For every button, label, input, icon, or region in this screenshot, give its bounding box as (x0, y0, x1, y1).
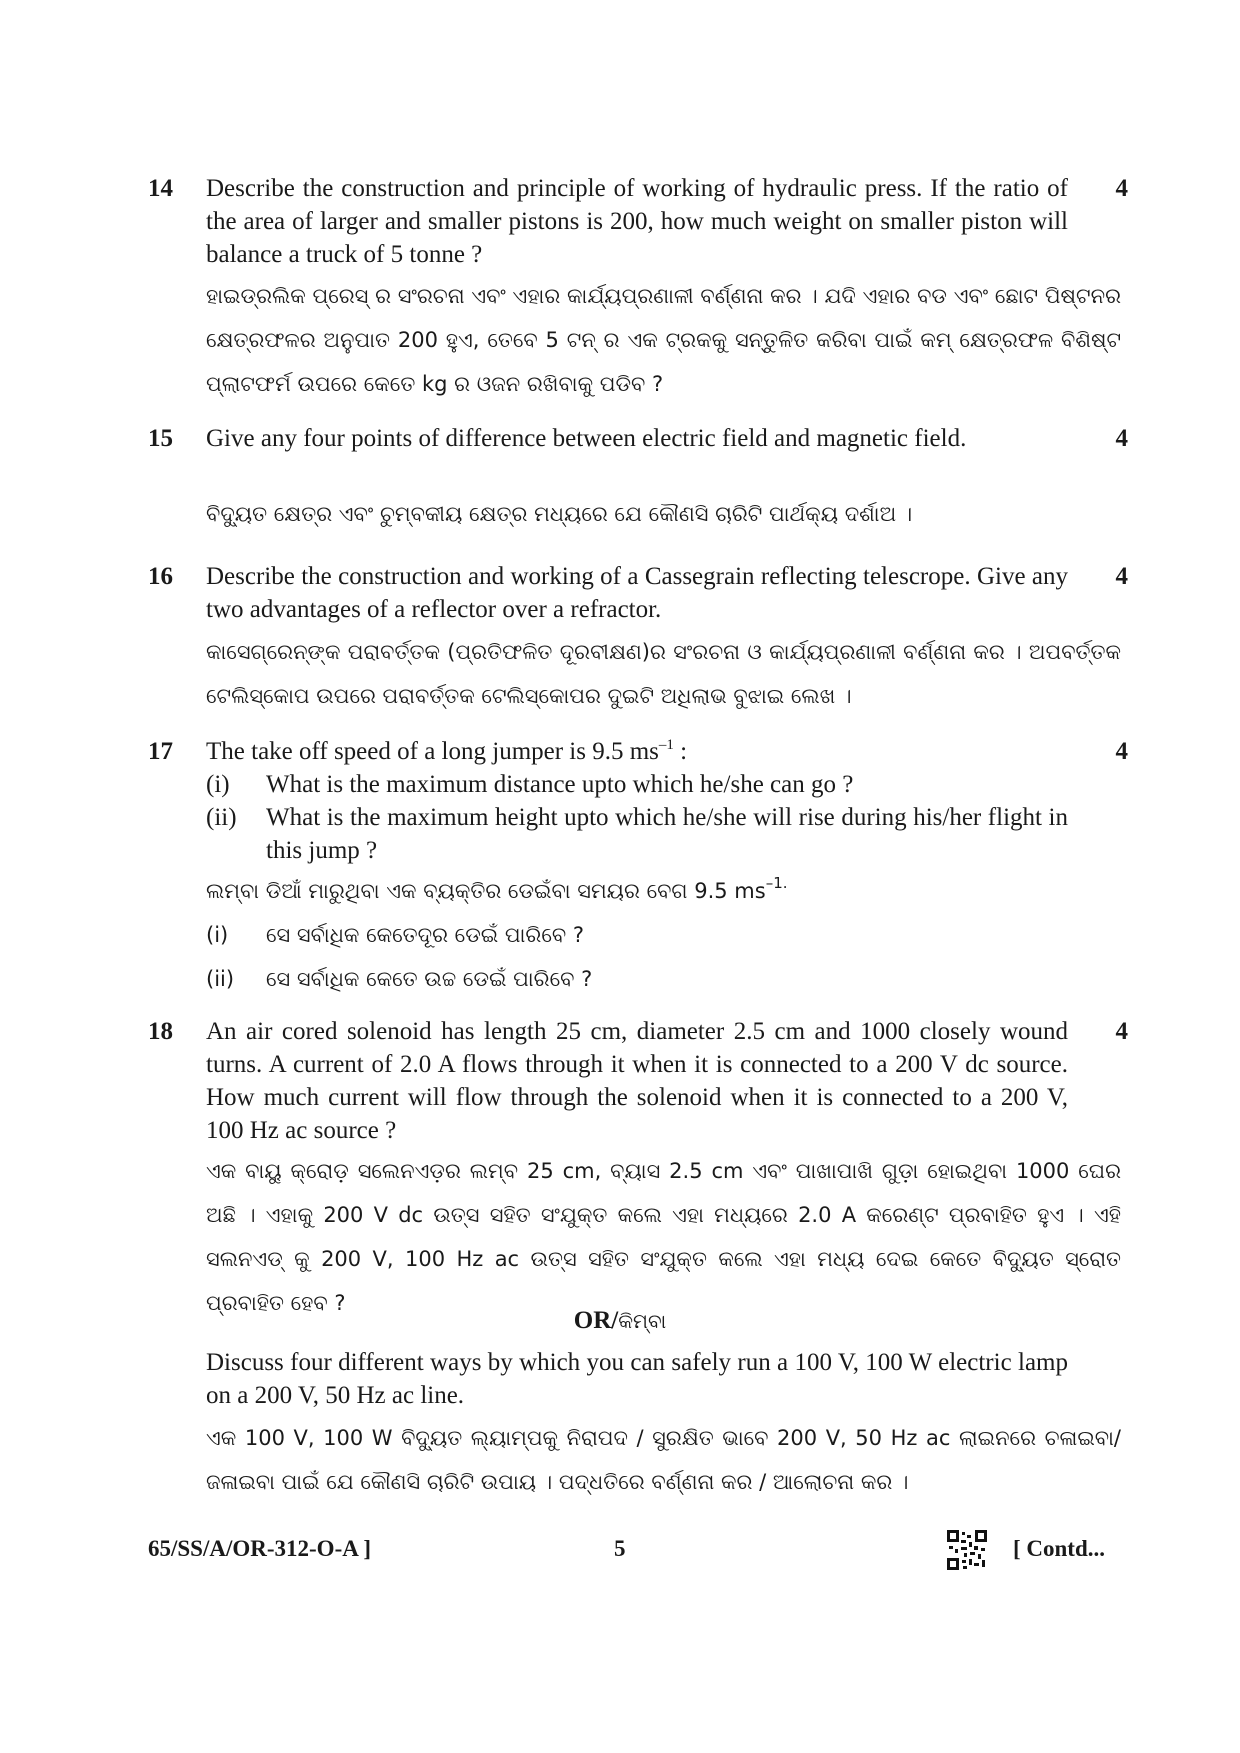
intro-text: The take off speed of a long jumper is 9.5 ms (206, 738, 659, 765)
or-divider (0, 1307, 1240, 1335)
page-number: 5 (614, 1536, 626, 1561)
english-paragraph: Discuss four different ways by which you can safely run a 100 V, 100 W electric lamp on a 200 V, 50 Hz ac line. (206, 1349, 1068, 1409)
english-paragraph: Describe the construction and principle of working of hydraulic press. If the ratio of the area of larger and smaller pistons is 200, how much weight on smaller piston will balance a truck of 5 tonne ? (206, 175, 1068, 268)
odia-paragraph: ଏକ 100 V, 100 W ବିଦ୍ୟୁତ ଲ୍ୟାମ୍ପକୁ ନିରାପଦ / ସୁରକ୍ଷିତ ଭାବେ 200 V, 50 Hz ac ଲାଇନରେ ଚଳାଇବା/ଜଳାଇବା ପାଇଁ ଯେ କୌଣସି ଚାରିଟି ଉପାୟ । ପଦ୍ଧତିରେ ବର୍ଣ୍ଣନା କର / ଆଲୋଚନା କର । (206, 1426, 1121, 1494)
question-text-odia (206, 274, 1121, 406)
question-text-odia (206, 492, 1121, 536)
continued-label: [ Contd... (1013, 1536, 1106, 1561)
question-marks: 4 (1115, 175, 1128, 202)
question-text-english (206, 422, 1068, 455)
intro-end: : (673, 738, 688, 765)
unit-exponent: –1. (765, 874, 788, 892)
sub-question-i (206, 768, 1068, 801)
sub-label: (ii) (206, 804, 237, 831)
intro-text: ଲମ୍ବା ଡିଆଁ ମାରୁଥିବା ଏକ ବ୍ୟକ୍ତିର ଡେଇଁବା ସମୟର ବେଗ 9.5 ms (206, 879, 766, 903)
question-number: 16 (148, 563, 173, 590)
question-text-english (206, 172, 1068, 271)
or-label: OR/ (573, 1307, 619, 1334)
question-number: 14 (148, 175, 173, 202)
question-text-odia (206, 630, 1121, 718)
question-text-english (206, 560, 1068, 626)
english-paragraph: An air cored solenoid has length 25 cm, diameter 2.5 cm and 1000 closely wound turns. A current of 2.0 A flows through it when it is connected to a 200 V dc source. How much current will flow through the solenoid when it is connected to a 200 V, 100 Hz ac source ? (206, 1018, 1068, 1144)
question-marks: 4 (1115, 563, 1128, 590)
odia-intro (206, 869, 1121, 913)
odia-paragraph: ଏକ ବାୟୁ କ୍ରୋଡ଼ ସଲେନଏଡ଼ର ଲମ୍ବ 25 cm, ବ୍ୟାସ 2.5 cm ଏବଂ ପାଖାପାଖି ଗୁଡ଼ା ହୋଇଥିବା 1000 ଘେର ଅଛି । ଏହାକୁ 200 V dc ଉତ୍ସ ସହିତ ସଂଯୁକ୍ତ କଲେ ଏହା ମଧ୍ୟରେ 2.0 A କରେଣ୍ଟ ପ୍ରବାହିତ ହୁଏ । ଏହି ସଲନଏଡ୍ କୁ 200 V, 100 Hz ac ଉତ୍ସ ସହିତ ସଂଯୁକ୍ତ କଲେ ଏହା ମଧ୍ୟ ଦେଇ କେତେ ବିଦ୍ୟୁତ ସ୍ରୋତ ପ୍ରବାହିତ ହେବ ? (206, 1159, 1121, 1315)
alternate-text-odia (206, 1416, 1121, 1504)
sub-label: (i) (206, 771, 230, 798)
question-number: 17 (148, 738, 173, 765)
question-number: 15 (148, 425, 173, 452)
unit-exponent: –1 (658, 737, 674, 753)
or-label-odia: କିମ୍ବା (618, 1309, 667, 1333)
odia-paragraph: ହାଇଡ୍ରଲିକ ପ୍ରେସ୍ ର ସଂରଚନା ଏବଂ ଏହାର କାର୍ଯ୍ୟପ୍ରଣାଳୀ ବର୍ଣ୍ଣନା କର । ଯଦି ଏହାର ବଡ ଏବଂ ଛୋଟ ପିଷ୍ଟନର କ୍ଷେତ୍ରଫଳର ଅନୁପାତ 200 ହୁଏ, ତେବେ 5 ଟନ୍ ର ଏକ ଟ୍ରକକୁ ସନ୍ତୁଳିତ କରିବା ପାଇଁ କମ୍ କ୍ଷେତ୍ରଫଳ ବିଶିଷ୍ଟ ପ୍ଲାଟଫର୍ମ ଉପରେ କେତେ kg ର ଓଜନ ରଖିବାକୁ ପଡିବ ? (206, 284, 1121, 396)
sub-text: ସେ ସର୍ବାଧିକ କେତେ ଉଚ୍ଚ ଡେଇଁ ପାରିବେ ? (266, 967, 593, 991)
english-paragraph: Give any four points of difference between electric field and magnetic field. (206, 425, 967, 452)
sub-label: (i) (206, 923, 229, 947)
question-text-english (206, 735, 1068, 867)
english-paragraph: Describe the construction and working of a Cassegrain reflecting telescrope. Give any two advantages of a reflector over a refractor. (206, 563, 1068, 623)
sub-text: What is the maximum height upto which he/she will rise during his/her flight in this jump ? (266, 804, 1068, 864)
odia-paragraph: କାସେଗ୍ରେନ୍‌ଙ୍କ ପରାବର୍ତ୍ତକ (ପ୍ରତିଫଳିତ ଦୂରବୀକ୍ଷଣ)ର ସଂରଚନା ଓ କାର୍ଯ୍ୟପ୍ରଣାଳୀ ବର୍ଣ୍ଣନା କର । ଅପବର୍ତ୍ତକ ଟେଲିସ୍କୋପ ଉପରେ ପରାବର୍ତ୍ତକ ଟେଲିସ୍କୋପର ଦୁଇଟି ଅଧିଲାଭ ବୁଝାଇ ଲେଖ । (206, 640, 1121, 708)
question-marks: 4 (1115, 425, 1128, 452)
sub-question-ii (206, 801, 1068, 867)
odia-paragraph: ବିଦ୍ୟୁତ କ୍ଷେତ୍ର ଏବଂ ଚୁମ୍ବକୀୟ କ୍ଷେତ୍ର ମଧ୍ୟରେ ଯେ କୌଣସି ଚାରିଟି ପାର୍ଥକ୍ୟ ଦର୍ଶାଅ । (206, 502, 913, 526)
sub-text: ସେ ସର୍ବାଧିକ କେତେଦୂର ଡେଇଁ ପାରିବେ ? (266, 923, 584, 947)
sub-label: (ii) (206, 967, 235, 991)
qr-code-icon (947, 1530, 987, 1570)
odia-sub-i (206, 913, 1121, 957)
question-marks: 4 (1115, 738, 1128, 765)
alternate-text-english (206, 1346, 1068, 1412)
odia-sub-ii (206, 957, 1121, 1001)
question-number: 18 (148, 1018, 173, 1045)
question-marks: 4 (1115, 1018, 1128, 1045)
question-text-english (206, 1015, 1068, 1147)
question-text-odia (206, 1149, 1121, 1325)
paper-code: 65/SS/A/OR-312-O-A ] (148, 1536, 371, 1561)
sub-text: What is the maximum distance upto which he/she can go ? (266, 771, 854, 798)
english-intro (206, 735, 1068, 768)
question-text-odia (206, 869, 1121, 1001)
